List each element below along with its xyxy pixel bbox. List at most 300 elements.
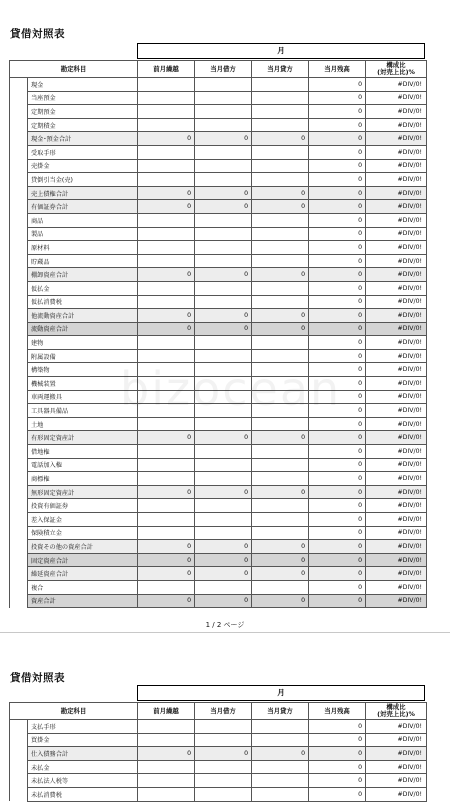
balance-cell[interactable]: 0 <box>309 404 366 418</box>
prev-balance-cell[interactable]: 0 <box>138 567 195 581</box>
header-prev-balance: 前月繰越 <box>138 703 195 720</box>
group-cell <box>10 241 28 255</box>
balance-cell[interactable]: 0 <box>309 159 366 173</box>
table-row <box>10 774 427 788</box>
header-credit: 当月貸方 <box>252 61 309 78</box>
prev-balance-cell[interactable] <box>138 513 195 527</box>
credit-cell[interactable] <box>252 472 309 486</box>
credit-cell[interactable]: 0 <box>252 431 309 445</box>
account-name: 無形固定資産計 <box>28 485 138 499</box>
ratio-cell: #DIV/0! <box>366 91 427 105</box>
credit-cell[interactable]: 0 <box>252 186 309 200</box>
table-row <box>10 349 427 363</box>
debit-cell[interactable]: 0 <box>195 186 252 200</box>
credit-cell[interactable] <box>252 159 309 173</box>
balance-cell[interactable]: 0 <box>309 295 366 309</box>
debit-cell[interactable] <box>195 105 252 119</box>
group-cell <box>10 309 28 323</box>
header-balance: 当月残高 <box>309 703 366 720</box>
credit-cell[interactable]: 0 <box>252 200 309 214</box>
debit-cell[interactable]: 0 <box>195 567 252 581</box>
balance-cell[interactable]: 0 <box>309 118 366 132</box>
ratio-cell: #DIV/0! <box>366 553 427 567</box>
debit-cell[interactable] <box>195 173 252 187</box>
table-row <box>10 485 427 499</box>
debit-cell[interactable] <box>195 526 252 540</box>
balance-cell[interactable]: 0 <box>309 499 366 513</box>
debit-cell[interactable] <box>195 458 252 472</box>
account-name: 工具器具備品 <box>28 404 138 418</box>
debit-cell[interactable]: 0 <box>195 553 252 567</box>
balance-cell[interactable]: 0 <box>309 254 366 268</box>
ratio-cell: #DIV/0! <box>366 145 427 159</box>
ratio-cell: #DIV/0! <box>366 390 427 404</box>
account-name: 未払消費税 <box>28 787 138 801</box>
ratio-cell: #DIV/0! <box>366 349 427 363</box>
credit-cell[interactable] <box>252 458 309 472</box>
table-row <box>10 159 427 173</box>
prev-balance-cell[interactable]: 0 <box>138 485 195 499</box>
balance-cell[interactable]: 0 <box>309 200 366 214</box>
ratio-cell: #DIV/0! <box>366 118 427 132</box>
credit-cell[interactable]: 0 <box>252 594 309 608</box>
group-cell <box>10 553 28 567</box>
ratio-cell: #DIV/0! <box>366 186 427 200</box>
debit-cell[interactable] <box>195 733 252 747</box>
debit-cell[interactable] <box>195 227 252 241</box>
balance-cell[interactable]: 0 <box>309 349 366 363</box>
account-name: 受取手形 <box>28 145 138 159</box>
prev-balance-cell[interactable] <box>138 254 195 268</box>
ratio-cell: #DIV/0! <box>366 309 427 323</box>
debit-cell[interactable] <box>195 78 252 92</box>
group-cell <box>10 377 28 391</box>
balance-cell[interactable]: 0 <box>309 567 366 581</box>
account-name: 資産合計 <box>28 594 138 608</box>
group-cell <box>10 281 28 295</box>
header-debit: 当月借方 <box>195 61 252 78</box>
header-ratio: 構成比 (対売上比)% <box>366 703 427 720</box>
debit-cell[interactable] <box>195 159 252 173</box>
prev-balance-cell[interactable] <box>138 91 195 105</box>
group-cell <box>10 254 28 268</box>
account-name: 仮払消費税 <box>28 295 138 309</box>
balance-cell[interactable]: 0 <box>309 733 366 747</box>
ratio-cell: #DIV/0! <box>366 105 427 119</box>
credit-cell[interactable] <box>252 513 309 527</box>
debit-cell[interactable] <box>195 145 252 159</box>
prev-balance-cell[interactable]: 0 <box>138 309 195 323</box>
balance-cell[interactable]: 0 <box>309 445 366 459</box>
balance-cell[interactable]: 0 <box>309 173 366 187</box>
debit-cell[interactable] <box>195 349 252 363</box>
credit-cell[interactable]: 0 <box>252 268 309 282</box>
table-row <box>10 540 427 554</box>
group-cell <box>10 159 28 173</box>
credit-cell[interactable] <box>252 254 309 268</box>
debit-cell[interactable] <box>195 445 252 459</box>
table-row <box>10 720 427 734</box>
prev-balance-cell[interactable] <box>138 281 195 295</box>
credit-cell[interactable]: 0 <box>252 309 309 323</box>
prev-balance-cell[interactable] <box>138 526 195 540</box>
debit-cell[interactable] <box>195 580 252 594</box>
balance-cell[interactable]: 0 <box>309 787 366 801</box>
group-cell <box>10 91 28 105</box>
balance-cell[interactable]: 0 <box>309 774 366 788</box>
account-name: 未払金 <box>28 760 138 774</box>
table-row <box>10 105 427 119</box>
balance-cell[interactable]: 0 <box>309 241 366 255</box>
balance-cell[interactable]: 0 <box>309 747 366 761</box>
balance-cell[interactable]: 0 <box>309 336 366 350</box>
account-name: 貯蔵品 <box>28 254 138 268</box>
prev-balance-cell[interactable] <box>138 774 195 788</box>
table-body <box>10 720 427 802</box>
credit-cell[interactable] <box>252 105 309 119</box>
table-row <box>10 336 427 350</box>
balance-cell[interactable]: 0 <box>309 760 366 774</box>
ratio-cell: #DIV/0! <box>366 281 427 295</box>
debit-cell[interactable] <box>195 91 252 105</box>
debit-cell[interactable] <box>195 499 252 513</box>
account-name: 現金･預金合計 <box>28 132 138 146</box>
header-prev-balance: 前月繰越 <box>138 61 195 78</box>
group-cell <box>10 404 28 418</box>
prev-balance-cell[interactable] <box>138 787 195 801</box>
debit-cell[interactable]: 0 <box>195 268 252 282</box>
credit-cell[interactable] <box>252 78 309 92</box>
prev-balance-cell[interactable]: 0 <box>138 200 195 214</box>
account-name: 投資有価証券 <box>28 499 138 513</box>
balance-cell[interactable]: 0 <box>309 186 366 200</box>
table-row <box>10 499 427 513</box>
prev-balance-cell[interactable] <box>138 417 195 431</box>
balance-cell[interactable]: 0 <box>309 377 366 391</box>
prev-balance-cell[interactable] <box>138 241 195 255</box>
group-cell <box>10 186 28 200</box>
page-title: 貸借対照表 <box>10 28 65 40</box>
ratio-cell: #DIV/0! <box>366 747 427 761</box>
balance-cell[interactable]: 0 <box>309 513 366 527</box>
debit-cell[interactable] <box>195 760 252 774</box>
credit-cell[interactable] <box>252 349 309 363</box>
balance-sheet-table <box>9 60 427 608</box>
account-name: 附属設備 <box>28 349 138 363</box>
account-name: 商品 <box>28 213 138 227</box>
prev-balance-cell[interactable] <box>138 336 195 350</box>
account-name: 商標権 <box>28 472 138 486</box>
account-name: 棚卸資産合計 <box>28 268 138 282</box>
header-row <box>10 703 427 720</box>
balance-cell[interactable]: 0 <box>309 594 366 608</box>
table-row <box>10 553 427 567</box>
group-cell <box>10 118 28 132</box>
ratio-cell: #DIV/0! <box>366 513 427 527</box>
prev-balance-cell[interactable] <box>138 760 195 774</box>
account-name: 製品 <box>28 227 138 241</box>
debit-cell[interactable]: 0 <box>195 200 252 214</box>
debit-cell[interactable] <box>195 417 252 431</box>
ratio-cell: #DIV/0! <box>366 567 427 581</box>
balance-cell[interactable]: 0 <box>309 213 366 227</box>
balance-sheet-table <box>9 702 427 802</box>
credit-cell[interactable]: 0 <box>252 747 309 761</box>
debit-cell[interactable] <box>195 118 252 132</box>
account-name: 構築物 <box>28 363 138 377</box>
prev-balance-cell[interactable] <box>138 159 195 173</box>
group-cell <box>10 363 28 377</box>
ratio-cell: #DIV/0! <box>366 404 427 418</box>
table-row <box>10 580 427 594</box>
prev-balance-cell[interactable]: 0 <box>138 268 195 282</box>
prev-balance-cell[interactable] <box>138 458 195 472</box>
ratio-cell: #DIV/0! <box>366 336 427 350</box>
account-name: 他流動資産合計 <box>28 309 138 323</box>
table-row <box>10 281 427 295</box>
credit-cell[interactable] <box>252 281 309 295</box>
balance-cell[interactable]: 0 <box>309 78 366 92</box>
prev-balance-cell[interactable] <box>138 720 195 734</box>
table-row <box>10 227 427 241</box>
debit-cell[interactable] <box>195 336 252 350</box>
group-cell <box>10 173 28 187</box>
prev-balance-cell[interactable] <box>138 733 195 747</box>
balance-cell[interactable]: 0 <box>309 553 366 567</box>
group-cell <box>10 774 28 788</box>
account-name: 借地権 <box>28 445 138 459</box>
debit-cell[interactable]: 0 <box>195 747 252 761</box>
ratio-cell: #DIV/0! <box>366 241 427 255</box>
prev-balance-cell[interactable] <box>138 227 195 241</box>
credit-cell[interactable] <box>252 445 309 459</box>
balance-cell[interactable]: 0 <box>309 431 366 445</box>
credit-cell[interactable] <box>252 499 309 513</box>
credit-cell[interactable] <box>252 760 309 774</box>
group-cell <box>10 513 28 527</box>
balance-cell[interactable]: 0 <box>309 363 366 377</box>
table-row <box>10 309 427 323</box>
balance-cell[interactable]: 0 <box>309 105 366 119</box>
table-row <box>10 173 427 187</box>
balance-cell[interactable]: 0 <box>309 227 366 241</box>
table-row <box>10 760 427 774</box>
debit-cell[interactable] <box>195 213 252 227</box>
credit-cell[interactable] <box>252 580 309 594</box>
ratio-cell: #DIV/0! <box>366 787 427 801</box>
debit-cell[interactable] <box>195 254 252 268</box>
ratio-cell: #DIV/0! <box>366 159 427 173</box>
debit-cell[interactable] <box>195 295 252 309</box>
credit-cell[interactable] <box>252 774 309 788</box>
balance-cell[interactable]: 0 <box>309 91 366 105</box>
prev-balance-cell[interactable]: 0 <box>138 132 195 146</box>
ratio-cell: #DIV/0! <box>366 774 427 788</box>
group-cell <box>10 227 28 241</box>
group-cell <box>10 787 28 801</box>
prev-balance-cell[interactable]: 0 <box>138 186 195 200</box>
table-row <box>10 526 427 540</box>
group-cell <box>10 580 28 594</box>
prev-balance-cell[interactable]: 0 <box>138 431 195 445</box>
header-balance: 当月残高 <box>309 61 366 78</box>
credit-cell[interactable]: 0 <box>252 322 309 336</box>
account-name: 貸倒引当金(売) <box>28 173 138 187</box>
ratio-cell: #DIV/0! <box>366 760 427 774</box>
group-cell <box>10 431 28 445</box>
group-cell <box>10 295 28 309</box>
credit-cell[interactable]: 0 <box>252 567 309 581</box>
balance-cell[interactable]: 0 <box>309 580 366 594</box>
group-cell <box>10 526 28 540</box>
prev-balance-cell[interactable] <box>138 499 195 513</box>
debit-cell[interactable]: 0 <box>195 594 252 608</box>
ratio-cell: #DIV/0! <box>366 417 427 431</box>
credit-cell[interactable] <box>252 118 309 132</box>
table-row <box>10 78 427 92</box>
table-row <box>10 322 427 336</box>
table-row <box>10 594 427 608</box>
group-cell <box>10 78 28 92</box>
balance-cell[interactable]: 0 <box>309 720 366 734</box>
account-name: 保険積立金 <box>28 526 138 540</box>
balance-cell[interactable]: 0 <box>309 417 366 431</box>
credit-cell[interactable] <box>252 295 309 309</box>
debit-cell[interactable] <box>195 720 252 734</box>
prev-balance-cell[interactable] <box>138 472 195 486</box>
debit-cell[interactable]: 0 <box>195 431 252 445</box>
table-row <box>10 132 427 146</box>
balance-cell[interactable]: 0 <box>309 268 366 282</box>
debit-cell[interactable]: 0 <box>195 309 252 323</box>
debit-cell[interactable] <box>195 787 252 801</box>
account-name: 機械装置 <box>28 377 138 391</box>
balance-cell[interactable]: 0 <box>309 145 366 159</box>
account-name: 売上債権合計 <box>28 186 138 200</box>
credit-cell[interactable] <box>252 241 309 255</box>
table-row <box>10 295 427 309</box>
debit-cell[interactable] <box>195 774 252 788</box>
debit-cell[interactable] <box>195 241 252 255</box>
ratio-cell: #DIV/0! <box>366 377 427 391</box>
balance-cell[interactable]: 0 <box>309 540 366 554</box>
credit-cell[interactable] <box>252 173 309 187</box>
debit-cell[interactable]: 0 <box>195 485 252 499</box>
account-name: 現金 <box>28 78 138 92</box>
ratio-cell: #DIV/0! <box>366 594 427 608</box>
balance-cell[interactable]: 0 <box>309 458 366 472</box>
balance-cell[interactable]: 0 <box>309 485 366 499</box>
balance-cell[interactable]: 0 <box>309 526 366 540</box>
debit-cell[interactable] <box>195 472 252 486</box>
account-name: 固定資産合計 <box>28 553 138 567</box>
prev-balance-cell[interactable] <box>138 173 195 187</box>
group-cell <box>10 132 28 146</box>
debit-cell[interactable] <box>195 281 252 295</box>
debit-cell[interactable]: 0 <box>195 322 252 336</box>
credit-cell[interactable] <box>252 227 309 241</box>
balance-cell[interactable]: 0 <box>309 309 366 323</box>
group-cell <box>10 336 28 350</box>
credit-cell[interactable] <box>252 213 309 227</box>
prev-balance-cell[interactable]: 0 <box>138 747 195 761</box>
header-account: 勘定科目 <box>10 61 138 78</box>
account-name: 仕入債務合計 <box>28 747 138 761</box>
credit-cell[interactable] <box>252 145 309 159</box>
debit-cell[interactable]: 0 <box>195 540 252 554</box>
ratio-cell: #DIV/0! <box>366 458 427 472</box>
balance-cell[interactable]: 0 <box>309 322 366 336</box>
credit-cell[interactable] <box>252 417 309 431</box>
group-cell <box>10 472 28 486</box>
header-debit: 当月借方 <box>195 703 252 720</box>
credit-cell[interactable] <box>252 787 309 801</box>
balance-cell[interactable]: 0 <box>309 390 366 404</box>
balance-cell[interactable]: 0 <box>309 281 366 295</box>
debit-cell[interactable] <box>195 513 252 527</box>
prev-balance-cell[interactable] <box>138 349 195 363</box>
prev-balance-cell[interactable]: 0 <box>138 594 195 608</box>
prev-balance-cell[interactable] <box>138 105 195 119</box>
credit-cell[interactable] <box>252 733 309 747</box>
credit-cell[interactable] <box>252 91 309 105</box>
prev-balance-cell[interactable] <box>138 145 195 159</box>
prev-balance-cell[interactable] <box>138 295 195 309</box>
table-row <box>10 747 427 761</box>
credit-cell[interactable]: 0 <box>252 485 309 499</box>
prev-balance-cell[interactable] <box>138 580 195 594</box>
credit-cell[interactable]: 0 <box>252 540 309 554</box>
credit-cell[interactable] <box>252 526 309 540</box>
ratio-cell: #DIV/0! <box>366 213 427 227</box>
balance-cell[interactable]: 0 <box>309 472 366 486</box>
account-name: 有価証券合計 <box>28 200 138 214</box>
prev-balance-cell[interactable] <box>138 213 195 227</box>
ratio-cell: #DIV/0! <box>366 499 427 513</box>
account-name: 売掛金 <box>28 159 138 173</box>
ratio-cell: #DIV/0! <box>366 78 427 92</box>
credit-cell[interactable]: 0 <box>252 132 309 146</box>
header-account: 勘定科目 <box>10 703 138 720</box>
table-row <box>10 733 427 747</box>
prev-balance-cell[interactable]: 0 <box>138 540 195 554</box>
debit-cell[interactable]: 0 <box>195 132 252 146</box>
credit-cell[interactable]: 0 <box>252 553 309 567</box>
account-name: 定期預金 <box>28 105 138 119</box>
header-credit: 当月貸方 <box>252 703 309 720</box>
prev-balance-cell[interactable]: 0 <box>138 553 195 567</box>
ratio-cell: #DIV/0! <box>366 431 427 445</box>
ratio-cell: #DIV/0! <box>366 322 427 336</box>
credit-cell[interactable] <box>252 336 309 350</box>
prev-balance-cell[interactable] <box>138 78 195 92</box>
group-cell <box>10 540 28 554</box>
credit-cell[interactable] <box>252 720 309 734</box>
table-row <box>10 417 427 431</box>
prev-balance-cell[interactable]: 0 <box>138 322 195 336</box>
group-cell <box>10 458 28 472</box>
prev-balance-cell[interactable] <box>138 118 195 132</box>
table-body <box>10 78 427 608</box>
group-cell <box>10 349 28 363</box>
balance-cell[interactable]: 0 <box>309 132 366 146</box>
table-row <box>10 458 427 472</box>
ratio-cell: #DIV/0! <box>366 733 427 747</box>
ratio-cell: #DIV/0! <box>366 200 427 214</box>
month-header: 月 <box>137 685 425 701</box>
table-row <box>10 241 427 255</box>
prev-balance-cell[interactable] <box>138 445 195 459</box>
